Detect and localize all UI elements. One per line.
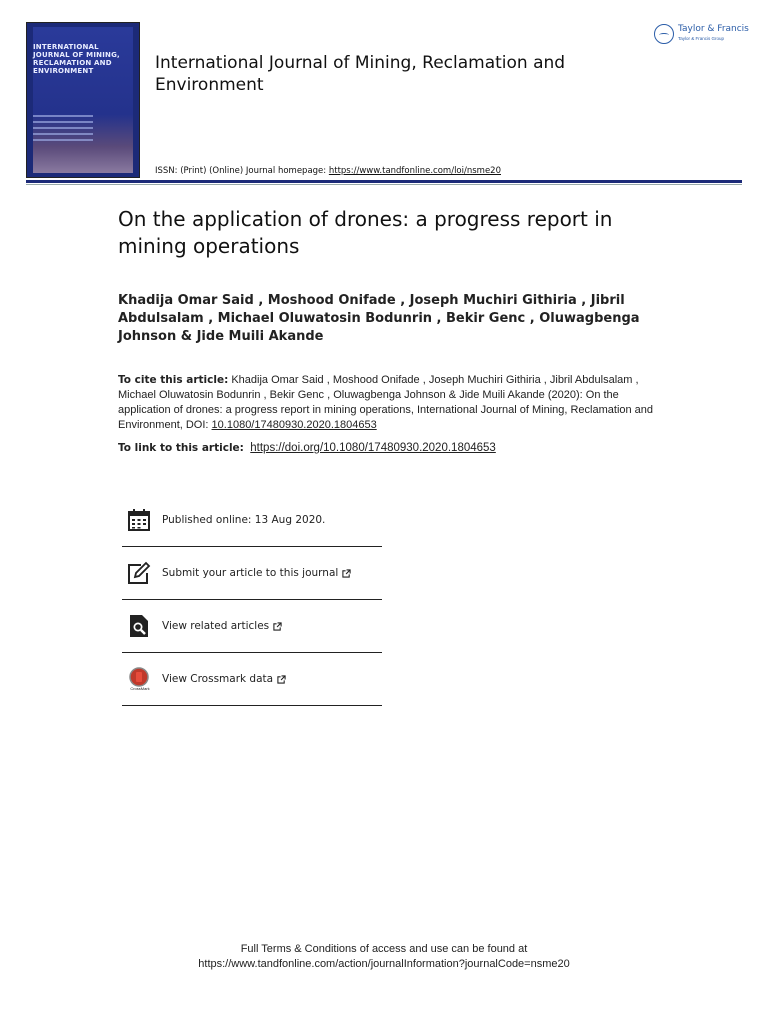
- article-link-label: To link to this article:: [118, 442, 244, 454]
- citation-text: Khadija Omar Said , Moshood Onifade , Joseph Muchiri Githiria , Jibril Abdulsalam , Michael Oluwatosin Bodunrin , Bekir Genc , Oluwagbenga Johnson & Jide Muili Akande (2020): On the application of drones: a progress report in mining operations, International Journal of Mining, Reclamation and Environment, DOI:: [118, 374, 654, 431]
- citation-block: [118, 373, 658, 433]
- article-authors: Khadija Omar Said , Moshood Onifade , Joseph Muchiri Githiria , Jibril Abdulsalam , Michael Oluwatosin Bodunrin , Bekir Genc , Oluwagbenga Johnson & Jide Muili Akande: [118, 293, 640, 344]
- published-online-row: [122, 494, 382, 547]
- taylor-francis-logo[interactable]: [654, 22, 749, 48]
- issn-text: ISSN: (Print) (Online) Journal homepage:: [155, 166, 329, 176]
- issn-line: [155, 166, 501, 176]
- cover-decoration: [33, 115, 93, 155]
- citation-doi-link[interactable]: 10.1080/17480930.2020.1804653: [211, 419, 377, 431]
- related-articles-row[interactable]: [122, 600, 382, 653]
- article-actions: [122, 494, 382, 706]
- crossmark-badge-text: CrossMark: [130, 686, 150, 691]
- submit-article-label: Submit your article to this journal: [162, 567, 339, 579]
- calendar-icon: [127, 508, 151, 532]
- submit-article-row[interactable]: [122, 547, 382, 600]
- footer-terms-url[interactable]: https://www.tandfonline.com/action/journalInformation?journalCode=nsme20: [198, 958, 570, 970]
- taylor-francis-logo-icon: [654, 24, 674, 44]
- crossmark-label: View Crossmark data: [162, 673, 274, 685]
- publisher-group: Taylor & Francis Group: [678, 36, 725, 41]
- published-online-label: Published online: 13 Aug 2020.: [162, 514, 326, 526]
- article-title: On the application of drones: a progress report in mining operations: [118, 207, 613, 258]
- publisher-name: Taylor & Francis: [678, 24, 749, 34]
- journal-cover-image: [26, 22, 140, 178]
- crossmark-icon: [127, 667, 151, 691]
- article-doi-url[interactable]: https://doi.org/10.1080/17480930.2020.1804653: [250, 442, 496, 454]
- footer-terms-text: Full Terms & Conditions of access and use can be found at: [240, 943, 528, 955]
- document-search-icon: [127, 614, 151, 638]
- external-link-icon: [277, 675, 286, 684]
- header-divider: [26, 180, 742, 183]
- journal-homepage-link[interactable]: https://www.tandfonline.com/loi/nsme20: [328, 166, 501, 176]
- edit-icon: [127, 561, 151, 585]
- article-link-block: [118, 442, 678, 454]
- related-articles-label: View related articles: [162, 620, 270, 632]
- crossmark-row[interactable]: [122, 653, 382, 706]
- header-divider-thin: [26, 184, 742, 185]
- external-link-icon: [273, 622, 282, 631]
- journal-name: International Journal of Mining, Reclamation and Environment: [155, 53, 566, 95]
- footer: [0, 942, 768, 972]
- external-link-icon: [342, 569, 351, 578]
- citation-label: To cite this article:: [118, 374, 229, 386]
- cover-title: INTERNATIONAL JOURNAL OF MINING, RECLAMATION AND ENVIRONMENT: [33, 43, 120, 75]
